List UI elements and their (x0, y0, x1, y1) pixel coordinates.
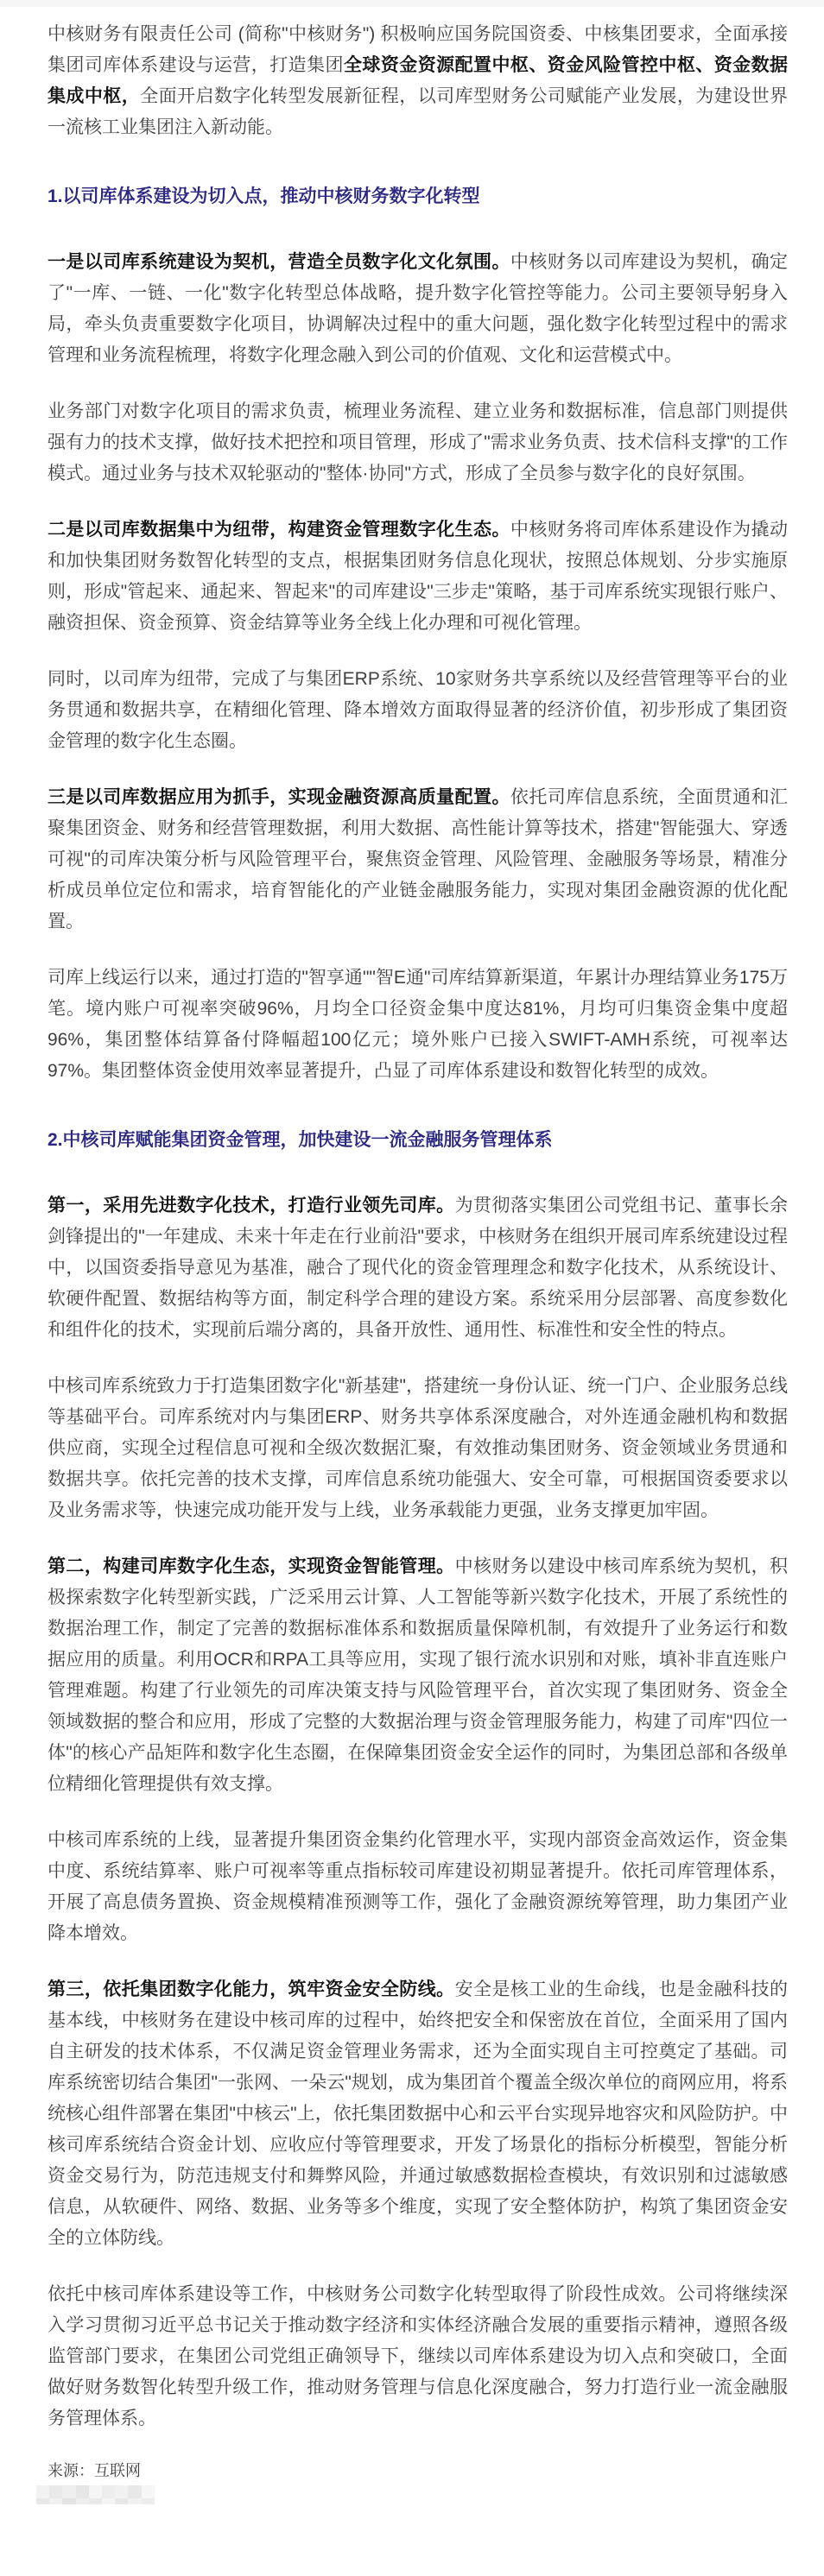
paragraph (48, 1551, 788, 1800)
mosaic-cell (49, 2498, 62, 2504)
body-text: 业务部门对数字化项目的需求负责，梳理业务流程、建立业务和数据标准，信息部门则提供强有力的技术支撑，做好技术把控和项目管理，形成了"需求业务负责、技术信科支撑"的工作模式。通过业务与技术双轮驱动的"整体·协同"方式，形成了全员参与数字化的良好氛围。 (48, 401, 788, 483)
mosaic-cell (62, 2485, 75, 2498)
article-body (48, 19, 788, 2434)
mosaic-cell (115, 2498, 128, 2504)
paragraph (48, 1825, 788, 1949)
mosaic-cell (36, 2498, 49, 2504)
bold-text: 三是以司库数据应用为抓手，实现金融资源高质量配置。 (48, 787, 510, 807)
paragraph (48, 515, 788, 639)
body-text: 安全是核工业的生命线，也是金融科技的基本线，中核财务在建设中核司库的过程中，始终把安全和保密放在首位，全面采用了国内自主研发的技术体系，不仅满足资金管理业务需求，还为全面实现自主可控奠定了基础。司库系统密切结合集团"一张网、一朵云"规划，成为集团首个覆盖全级次单位的商网应用，将系统核心组件部署在集团"中核云"上，依托集团数据中心和云平台实现异地容灾和风险防护。中核司库系统结合资金计划、应收应付等管理要求，开发了场景化的指标分析模型，智能分析资金交易行为，防范违规支付和舞弊风险，并通过敏感数据检查模块，有效识别和过滤敏感信息，从软硬件、网络、数据、业务等多个维度，实现了安全整体防护，构筑了集团资金安全的立体防线。 (48, 1979, 789, 2248)
paragraph (48, 396, 788, 489)
section-heading: 1.以司库体系建设为切入点，推动中核财务数字化转型 (48, 186, 480, 206)
bold-text: 一是以司库系统建设为契机，营造全员数字化文化氛围。 (48, 252, 510, 272)
body-text: 依托中核司库体系建设等工作，中核财务公司数字化转型取得了阶段性成效。公司将继续深入学习贯彻习近平总书记关于推动数字经济和实体经济融合发展的重要指示精神，遵照各级监管部门要求，在集团公司党组正确领导下，继续以司库体系建设为切入点和突破口，全面做好财务数智化转型升级工作，推动财务管理与信息化深度融合，努力打造行业一流金融服务管理体系。 (48, 2284, 788, 2428)
body-text: 同时，以司库为纽带，完成了与集团ERP系统、10家财务共享系统以及经营管理等平台的业务贯通和数据共享，在精细化管理、降本增效方面取得显著的经济价值，初步形成了集团资金管理的数字化生态圈。 (48, 669, 788, 751)
article-content (0, 7, 824, 2504)
body-text: 中核财务将司库体系建设作为撬动和加快集团财务数智化转型的支点，根据集团财务信息化现状，按照总体规划、分步实施原则，形成"管起来、通起来、智起来"的司库建设"三步走"策略，基于司库系统实现银行账户、融资担保、资金预算、资金结算等业务全线上化办理和可视化管理。 (48, 520, 789, 633)
mosaic-cell (142, 2498, 155, 2504)
mosaic-cell (36, 2485, 49, 2498)
mosaic-cell (142, 2485, 155, 2498)
blurred-watermark (36, 2485, 155, 2504)
paragraph (48, 963, 788, 1087)
paragraph (48, 1371, 788, 1526)
body-text: 中核司库系统致力于打造集团数字化"新基建"，搭建统一身份认证、统一门户、企业服务总线等基础平台。司库系统对内与集团ERP、财务共享体系深度融合，对外连通金融机构和数据供应商，实现全过程信息可视和全级次数据汇聚，有效推动集团财务、资金领域业务贯通和数据共享。依托完善的技术支撑，司库信息系统功能强大、安全可靠，可根据国资委要求以及业务需求等，快速完成功能开发与上线，业务承载能力更强，业务支撑更加牢固。 (48, 1376, 788, 1520)
body-text: 中核财务以建设中核司库系统为契机，积极探索数字化转型新实践，广泛采用云计算、人工智能等新兴数字化技术，开展了系统性的数据治理工作，制定了完善的数据标准体系和数据质量保障机制，有效提升了业务运行和数据应用的质量。利用OCR和RPA工具等应用，实现了银行流水识别和对账，填补非直连账户管理难题。构建了行业领先的司库决策支持与风险管理平台，首次实现了集团财务、资金全领域数据的整合和应用，形成了完整的大数据治理与资金管理服务能力，构建了司库"四位一体"的核心产品矩阵和数字化生态圈，在保障集团资金安全运作的同时，为集团总部和各级单位精细化管理提供有效支撑。 (48, 1556, 789, 1794)
body-text: 中核财务以司库建设为契机，确定了"一库、一链、一化"数字化转型总体战略，提升数字化管控等能力。公司主要领导躬身入局，牵头负责重要数字化项目，协调解决过程中的重大问题，强化数字化转型过程中的需求管理和业务流程梳理，将数字化理念融入到公司的价值观、文化和运营模式中。 (48, 252, 789, 365)
bold-text: 二是以司库数据集中为纽带，构建资金管理数字化生态。 (48, 520, 510, 540)
mosaic-cell (76, 2498, 89, 2504)
mosaic-cell (89, 2498, 102, 2504)
paragraph (48, 1190, 788, 1346)
paragraph (48, 2279, 788, 2434)
bold-text: 全球资金资源配置中枢、资金风险管控中枢、资金数据集成中枢， (48, 55, 789, 106)
mosaic-cell (128, 2485, 141, 2498)
mosaic-cell (49, 2485, 62, 2498)
body-text: 中核财务有限责任公司 (简称"中核财务") 积极响应国务院国资委、中核集团要求，全面承接集团司库体系建设与运营，打造集团 (48, 24, 788, 75)
bold-text: 第二，构建司库数字化生态，实现资金智能管理。 (48, 1556, 455, 1576)
paragraph (48, 664, 788, 757)
bold-text: 第三，依托集团数字化能力，筑牢资金安全防线。 (48, 1979, 455, 1999)
body-text: 中核司库系统的上线，显著提升集团资金集约化管理水平，实现内部资金高效运作，资金集中度、系统结算率、账户可视率等重点指标较司库建设初期显著提升。依托司库管理体系，开展了高息债务置换、资金规模精准预测等工作，强化了金融资源统筹管理，助力集团产业降本增效。 (48, 1830, 788, 1943)
body-text: 为贯彻落实集团公司党组书记、董事长余剑锋提出的"一年建成、未来十年走在行业前沿"要求，中核财务在组织开展司库系统建设过程中，以国资委指导意见为基准，融合了现代化的资金管理理念和数字化技术，从系统设计、软硬件配置、数据结构等方面，制定科学合理的建设方案。系统采用分层部署、高度参数化和组件化的技术，实现前后端分离的，具备开放性、通用性、标准性和安全性的特点。 (48, 1196, 789, 1340)
paragraph (48, 782, 788, 938)
page-top-edge (0, 0, 824, 7)
mosaic-cell (115, 2485, 128, 2498)
mosaic-cell (128, 2498, 141, 2504)
mosaic-cell (102, 2498, 115, 2504)
body-text: 全面开启数字化转型发展新征程，以司库型财务公司赋能产业发展，为建设世界一流核工业集团注入新动能。 (48, 86, 789, 137)
mosaic-cell (102, 2485, 115, 2498)
bold-text: 第一，采用先进数字化技术，打造行业领先司库。 (48, 1196, 455, 1215)
mosaic-cell (89, 2485, 102, 2498)
mosaic-cell (62, 2498, 75, 2504)
paragraph (48, 1974, 788, 2254)
paragraph (48, 247, 788, 371)
body-text: 依托司库信息系统，全面贯通和汇聚集团资金、财务和经营管理数据，利用大数据、高性能计算等技术，搭建"智能强大、穿透可视"的司库决策分析与风险管理平台，聚焦资金管理、风险管理、金融服务等场景，精准分析成员单位定位和需求，培育智能化的产业链金融服务能力，实现对集团金融资源的优化配置。 (48, 787, 789, 931)
body-text: 司库上线运行以来，通过打造的"智享通""智E通"司库结算新渠道，年累计办理结算业务175万笔。境内账户可视率突破96%，月均全口径资金集中度达81%，月均可归集资金集中度超96%，集团整体结算备付降幅超100亿元；境外账户已接入SWIFT-AMH系统，可视率达97%。集团整体资金使用效率显著提升，凸显了司库体系建设和数智化转型的成效。 (48, 968, 788, 1081)
section-heading: 2.中核司库赋能集团资金管理，加快建设一流金融服务管理体系 (48, 1130, 553, 1150)
paragraph (48, 19, 788, 143)
source-line: 来源：互联网 (48, 2462, 141, 2479)
mosaic-cell (76, 2485, 89, 2498)
